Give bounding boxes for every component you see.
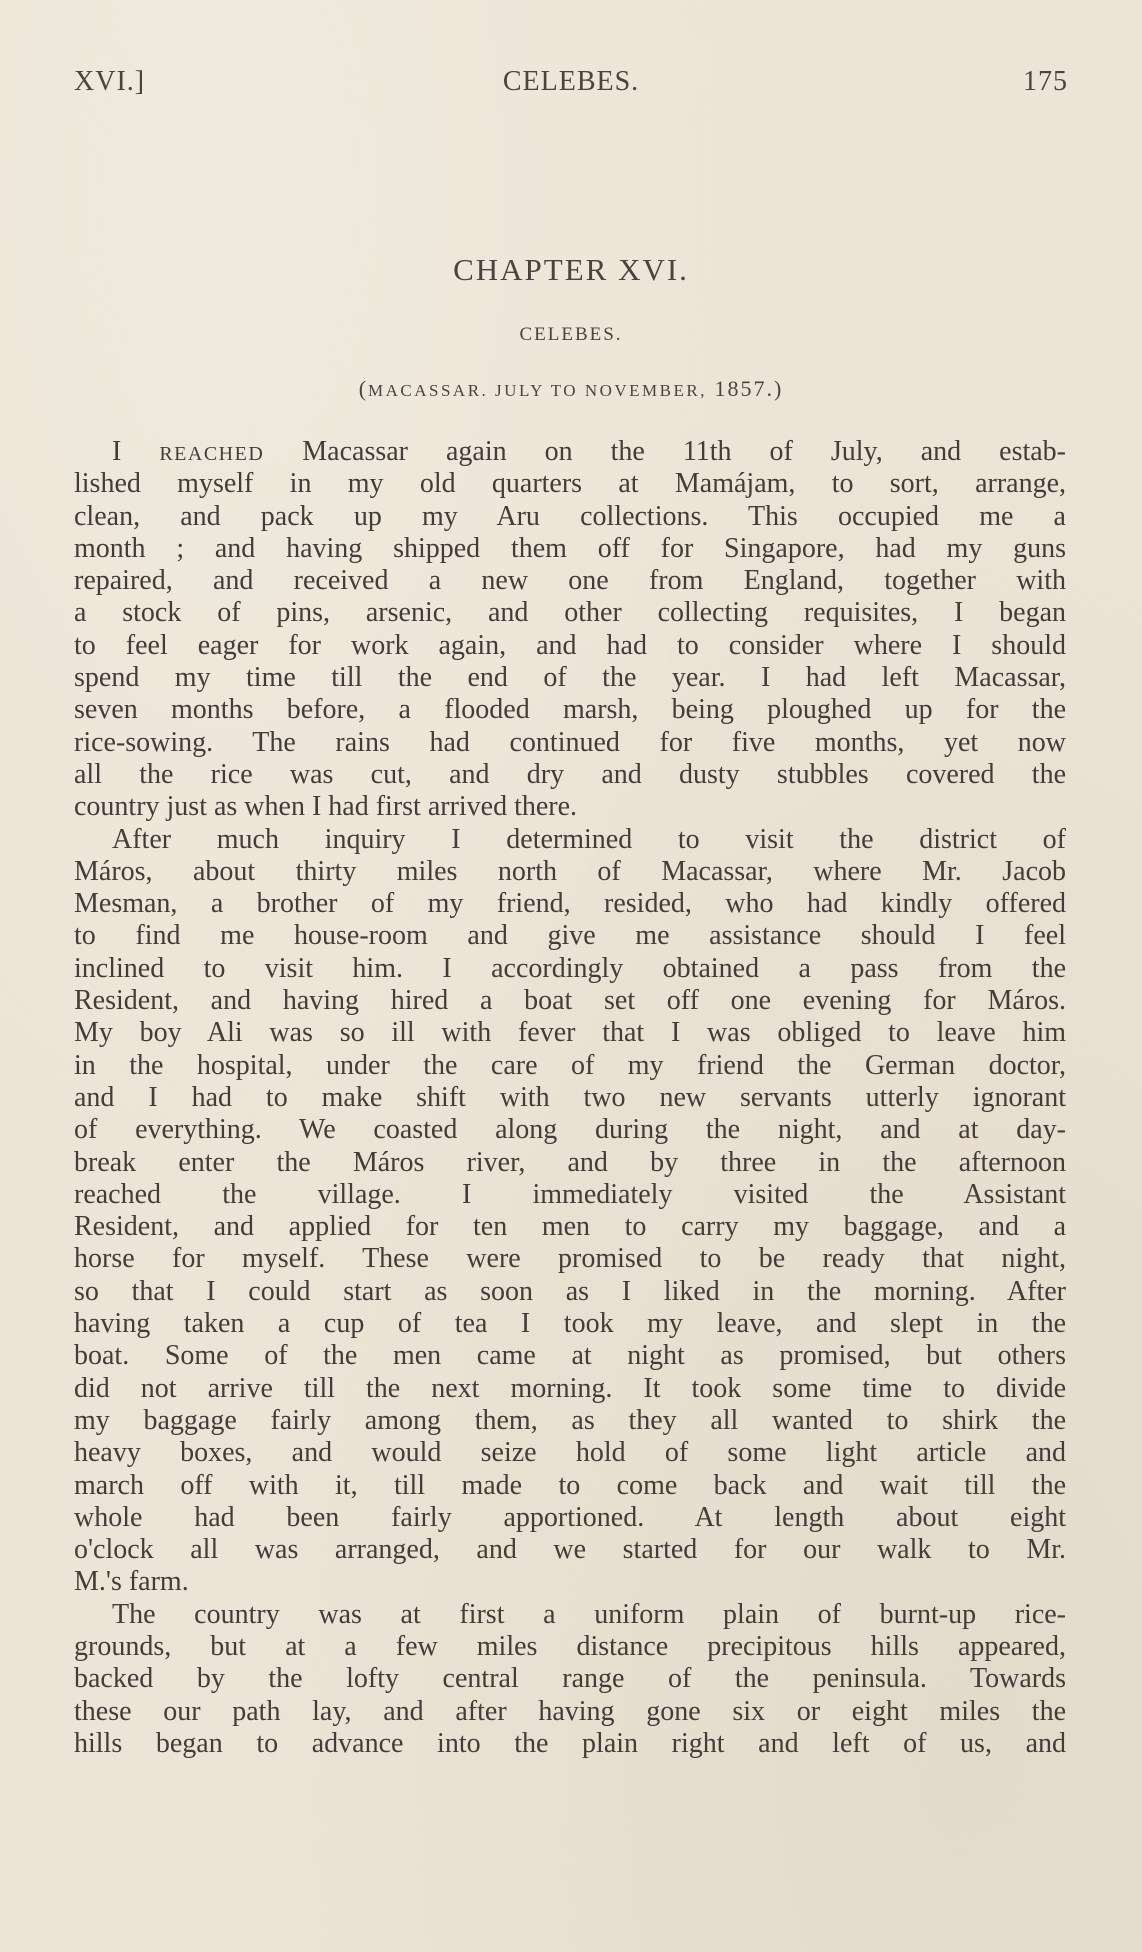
body-line: clean, and pack up my Aru collections. This occupied me a [74,500,1066,532]
body-line: horse for myself. These were promised to be ready that night, [74,1243,1066,1275]
body-line: boat. Some of the men came at night as promised, but others [74,1340,1066,1372]
body-line: break enter the Máros river, and by three in the afternoon [74,1146,1066,1178]
body-line: of everything. We coasted along during the night, and at day- [74,1114,1066,1146]
body-line: hills began to advance into the plain right and left of us, and [74,1727,1066,1759]
body-line: all the rice was cut, and dry and dusty stubbles covered the [74,758,1066,790]
body-line: heavy boxes, and would seize hold of some light article and [74,1437,1066,1469]
body-line: inclined to visit him. I accordingly obtained a pass from the [74,952,1066,984]
initial-word: I [112,436,160,467]
body-line: lished myself in my old quarters at Mamájam, to sort, arrange, [74,468,1066,500]
body-line: reached the village. I immediately visited the Assistant [74,1178,1066,1210]
body-line: to feel eager for work again, and had to consider where I should [74,629,1066,661]
body-line: Máros, about thirty miles north of Macassar, where Mr. Jacob [74,855,1066,887]
chapter-subtitle: CELEBES. [519,324,623,345]
body-line: whole had been fairly apportioned. At length about eight [74,1501,1066,1533]
initial-smallcaps: REACHED [159,443,265,465]
body-line: these our path lay, and after having gone six or eight miles the [74,1695,1066,1727]
body-line: country just as when I had first arrived there. [74,791,578,823]
body-line: march off with it, till made to come back and wait till the [74,1469,1066,1501]
body-line: grounds, but at a few miles distance precipitous hills appeared, [74,1630,1066,1662]
body-text [74,436,1066,1760]
body-line: month ; and having shipped them off for Singapore, had my guns [74,532,1066,564]
body-line: Mesman, a brother of my friend, resided, who had kindly offered [74,888,1066,920]
body-line: M.'s farm. [74,1566,189,1598]
body-line: seven months before, a flooded marsh, being ploughed up for the [74,694,1066,726]
place-smallcaps: MACASSAR. JULY TO NOVEMBER, [368,381,707,400]
chapter-place-date [0,376,1142,402]
body-line: After much inquiry I determined to visit the district of [112,823,1066,855]
place-open-paren: ( [358,376,369,401]
chapter-name-header: CELEBES. [502,66,640,97]
body-line: My boy Ali was so ill with fever that I was obliged to leave him [74,1017,1066,1049]
body-line: having taken a cup of tea I took my leave, and slept in the [74,1308,1066,1340]
body-line: a stock of pins, arsenic, and other collecting requisites, I began [74,597,1066,629]
body-line: so that I could start as soon as I liked in the morning. After [74,1275,1066,1307]
body-line: repaired, and received a new one from England, together with [74,565,1066,597]
body-line: spend my time till the end of the year. I had left Macassar, [74,662,1066,694]
chapter-number-header: XVI.] [74,66,146,97]
body-line: and I had to make shift with two new servants utterly ignorant [74,1081,1066,1113]
body-line: The country was at first a uniform plain of burnt-up rice- [112,1598,1066,1630]
body-line: rice-sowing. The rains had continued for five months, yet now [74,726,1066,758]
body-line: my baggage fairly among them, as they all wanted to shirk the [74,1404,1066,1436]
running-head [74,66,1068,106]
body-line: Resident, and applied for ten men to carry my baggage, and a [74,1211,1066,1243]
body-line: did not arrive till the next morning. It took some time to divide [74,1372,1066,1404]
body-line: to find me house-room and give me assistance should I feel [74,920,1066,952]
chapter-title: CHAPTER XVI. [453,252,689,287]
body-line: backed by the lofty central range of the peninsula. Towards [74,1663,1066,1695]
body-line: Resident, and having hired a boat set off one evening for Máros. [74,985,1066,1017]
body-line: o'clock all was arranged, and we started for our walk to Mr. [74,1534,1066,1566]
place-year: 1857.) [706,376,784,401]
body-line: in the hospital, under the care of my friend the German doctor, [74,1049,1066,1081]
body-line [74,436,1066,468]
line-text: Macassar again on the 11th of July, and estab- [264,436,1066,467]
page-number: 175 [1023,66,1068,97]
